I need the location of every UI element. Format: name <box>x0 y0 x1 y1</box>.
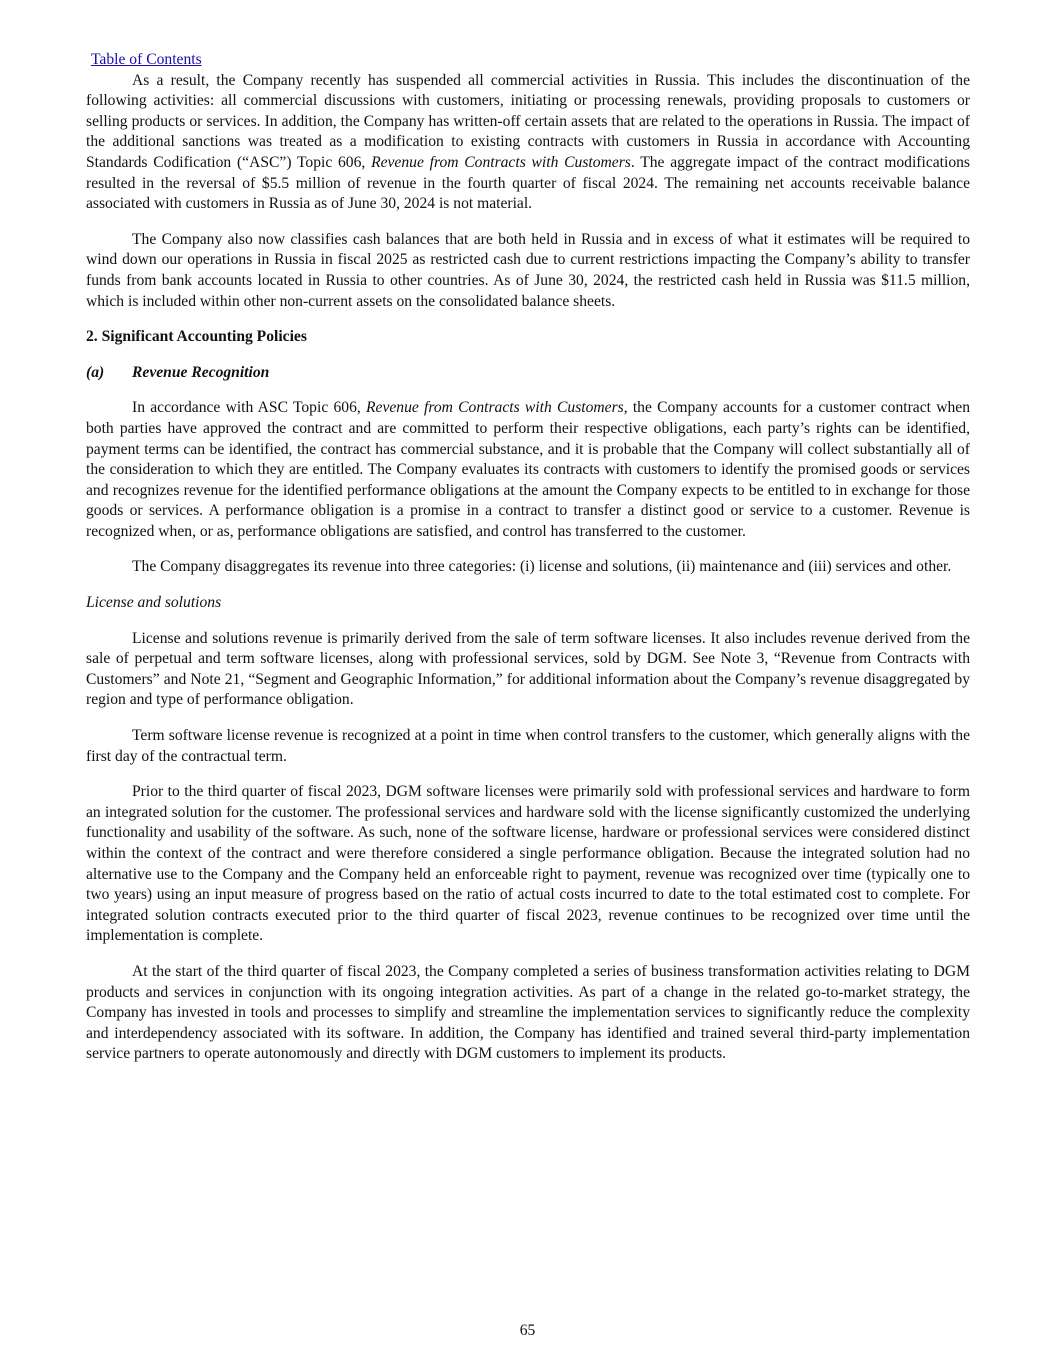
paragraph-text: , the Company accounts for a customer contract when both parties have approved the contract and are committed to perform their respective obligations, each party’s rights can be identified, payment terms can be identified, the contract has commercial substance, and it is probable that the Company will collect substantially all of the consideration to which they are entitled. The Company evaluates its contracts with customers to identify the promised goods or services and recognizes revenue for the identified performance obligations at the amount the Company expects to be entitled to in exchange for those goods or services. A performance obligation is a promise in a contract to transfer a distinct good or service to a customer. Revenue is recognized when, or as, performance obligations are satisfied, and control has transferred to the customer. <box>86 399 970 540</box>
italic-title: Revenue from Contracts with Customers <box>366 399 624 417</box>
paragraph-revenue-categories: The Company disaggregates its revenue into three categories: (i) license and solutions, (ii) maintenance and (iii) services and other. <box>132 558 952 576</box>
paragraph-asc606 <box>86 398 970 542</box>
paragraph-text: As a result, the Company recently has suspended all commercial activities in Russia. This includes the discontinuation of the following activities: all commercial discussions with customers, initiating or processing renewals, providing proposals to customers or selling products or services. In addition, the Company has written-off certain assets that are related to the operations in Russia. The impact of the additional sanctions was treated as a modification to existing contracts with customers in Russia in accordance with Accounting Standards Codification (“ASC”) Topic 606, <box>86 71 970 171</box>
paragraph-restricted-cash: The Company also now classifies cash balances that are both held in Russia and in excess of what it estimates will be required to wind down our operations in Russia in fiscal 2025 as restricted cash due to current restrictions impacting the Company’s ability to transfer funds from bank accounts located in Russia to other countries. As of June 30, 2024, the restricted cash held in Russia was $11.5 million, which is included within other non-current assets on the consolidated balance sheets. <box>86 230 970 310</box>
subsection-number: (a) <box>86 363 105 381</box>
paragraph-text: In accordance with ASC Topic 606, <box>132 399 366 417</box>
subsection-title: Revenue Recognition <box>132 363 270 381</box>
section-heading: 2. Significant Accounting Policies <box>86 328 307 346</box>
paragraph-license-revenue: License and solutions revenue is primarily derived from the sale of term software licenses. It also includes revenue derived from the sale of perpetual and term software licenses, along with professional services, sold by DGM. See Note 3, “Revenue from Contracts with Customers” and Note 21, “Segment and Geographic Information,” for additional information about the Company’s revenue disaggregated by region and type of performance obligation. <box>86 629 970 709</box>
paragraph-term-license: Term software license revenue is recognized at a point in time when control transfers to the customer, which generally aligns with the first day of the contractual term. <box>86 727 970 765</box>
page-number: 65 <box>519 1322 536 1339</box>
subsection-heading <box>86 363 970 384</box>
italic-heading-license: License and solutions <box>86 594 222 612</box>
paragraph-russia-suspension <box>86 71 970 215</box>
italic-title: Revenue from Contracts with Customers <box>371 153 631 171</box>
paragraph-dgm-transformation: At the start of the third quarter of fiscal 2023, the Company completed a series of business transformation activities relating to DGM products and services in conjunction with its ongoing integration activities. As part of a change in the related go-to-market strategy, the Company has invested in tools and processes to simplify and streamline the implementation services to significantly reduce the complexity and interdependency associated with its software. In addition, the Company has identified and trained several third-party implementation service partners to operate autonomously and directly with DGM customers to implement its products. <box>86 962 970 1063</box>
paragraph-dgm-prior: Prior to the third quarter of fiscal 2023, DGM software licenses were primarily sold with professional services and hardware to form an integrated solution for the customer. The professional services and hardware sold with the license significantly customized the underlying functionality and usability of the software. As such, none of the software license, hardware or professional services were considered distinct within the context of the contract and were therefore considered a single performance obligation. Because the integrated solution had no alternative use to the Company and the Company held an enforceable right to payment, revenue was recognized over time (typically one to two years) using an input measure of progress based on the ratio of actual costs incurred to date to the total estimated cost to complete. For integrated solution contracts executed prior to the third quarter of fiscal 2023, revenue continues to be recognized over time until the implementation is complete. <box>86 783 970 945</box>
document-page <box>86 50 970 1080</box>
paragraph-text: . The aggregate impact of the contract modifications resulted in the reversal of $5.5 million of revenue in the fourth quarter of fiscal 2024. The remaining net accounts receivable balance associated with customers in Russia as of June 30, 2024 is not material. <box>86 153 970 213</box>
table-of-contents-link[interactable]: Table of Contents <box>91 51 202 68</box>
